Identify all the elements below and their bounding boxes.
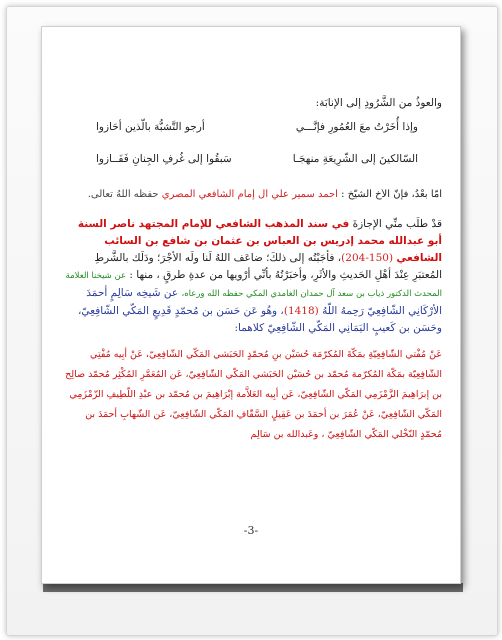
document-page [41, 26, 461, 584]
paragraph-prefix: قدْ طلَب منِّي الإجازةَ [352, 218, 442, 230]
page-content [62, 95, 442, 445]
imam-dates: (150-204) [341, 252, 394, 264]
intro-line [62, 189, 442, 200]
poem-hemistich-right: السّالكينَ إلى الشّرِيعَةِ منهجَـا [292, 153, 418, 165]
poem-hemistich-left: سَبقُوا إلى غُرفِ الجِنانِ فَفَــازوا [96, 153, 232, 165]
chain-rest: ، وهُو عَن حَسَن بن مُحمّدٍ قَدِيعٍ المَكّي الشّافِعِيّ، وحَسَن بن كَعيبٍ اليَمَانِي المَكّي الشّافِعِيّ كلاهما: [78, 305, 442, 334]
poem-hemistich-right: وإذا أُخَرْتُ معَ العُمُورِ فإنَّـــي [295, 121, 418, 133]
paragraph-ijaza [62, 216, 442, 337]
page-shadow-bar [43, 583, 463, 592]
paragraph-rest: ، فأجَبْتُه إلى ذلكَ؛ ضاعَف اللهُ لَنا ولَه الأجْرَ؛ ودَلَك بالشَّرطِ المُعتبَرِ عِنْدَ أهْلِ الحَديثِ والأثَرِ، وأخبَرْتُهُ بأنِّي أرْويها من عدةِ طرقٍ ، منها : [94, 252, 442, 281]
chain-paragraph: عَنْ مُفْتي الشّافِعِيّةِ بمَكّةَ المُكرّمَة حُسَيْن بنِ مُحمّدٍ الحَبَشي المَكّي الشّافِعِيّ، عَنْ أبِيه مُفْتِي الشّافِعِيّة بمَكّة المُكرّمة مُحمّد بن حُسَيْن الحَبَشي المَكّي الشّافِعِيّ، عَن المُعَمَّرِ المُكْثِر مُحمّد صالِح بن إبرَاهِيمَ الزَّمْزَمِي المَكّي الشّافِعِيّ، عَن أبِيه العَلاَّمة إبْرَاهِيمَ بن مُحمّد بن عبْدِ اللّطِيفِ الزّمْزَمِي المَكّي الشّافِعِيّ، عَنْ عُمَرَ بن أحمَدَ بن عَقِيلٍ السَّقّافِ المَكّي الشّافِعِيّ، عَن الشّهابِ أحمَدَ بن مُحمّدٍ النّخْلي المَكّي الشّافِعِيّ ، وعَبدالله بن سَالِم [65, 349, 442, 440]
madhhab-chain-title: في سند المذهب الشافعي للإمام المجتهد ناصر السنة أبو عبدالله محمد إدريس بن العباس بن عثمان بن شافع بن السائب الشافعي [77, 218, 442, 264]
student-name: أحمد سمير علي آل إمام الشافعي المصري [161, 189, 338, 200]
intro-suffix: حفظه اللهُ تعالى. [87, 189, 159, 200]
sheikh-name: عن شيخنا العلامة المحدث الدكتور ذياب بن سعد آل حمدان الغامدي المكي حفظه الله ورعاه، [65, 271, 442, 299]
poem-hemistich-left: أرجو التَّشبُّهَ بالّذين أحَازوا [96, 121, 205, 133]
death-year: (1418) [283, 305, 319, 317]
page-number: -3- [243, 524, 259, 537]
poem-row-2 [96, 153, 418, 165]
chain-link: عن شَيخِه سَالِمٍ أحمَدَ الأرْكَانِي الشّافِعِيّ رَحِمهُ اللّهُ [86, 287, 442, 317]
poem-intro: والعوذُ من الشَّرُودِ إلى الإنابَة: [315, 97, 442, 109]
poem-row-1 [96, 121, 418, 133]
intro-prefix: أمّا بعْدُ، فإنَّ الأخ الشيّخ : [341, 189, 442, 200]
